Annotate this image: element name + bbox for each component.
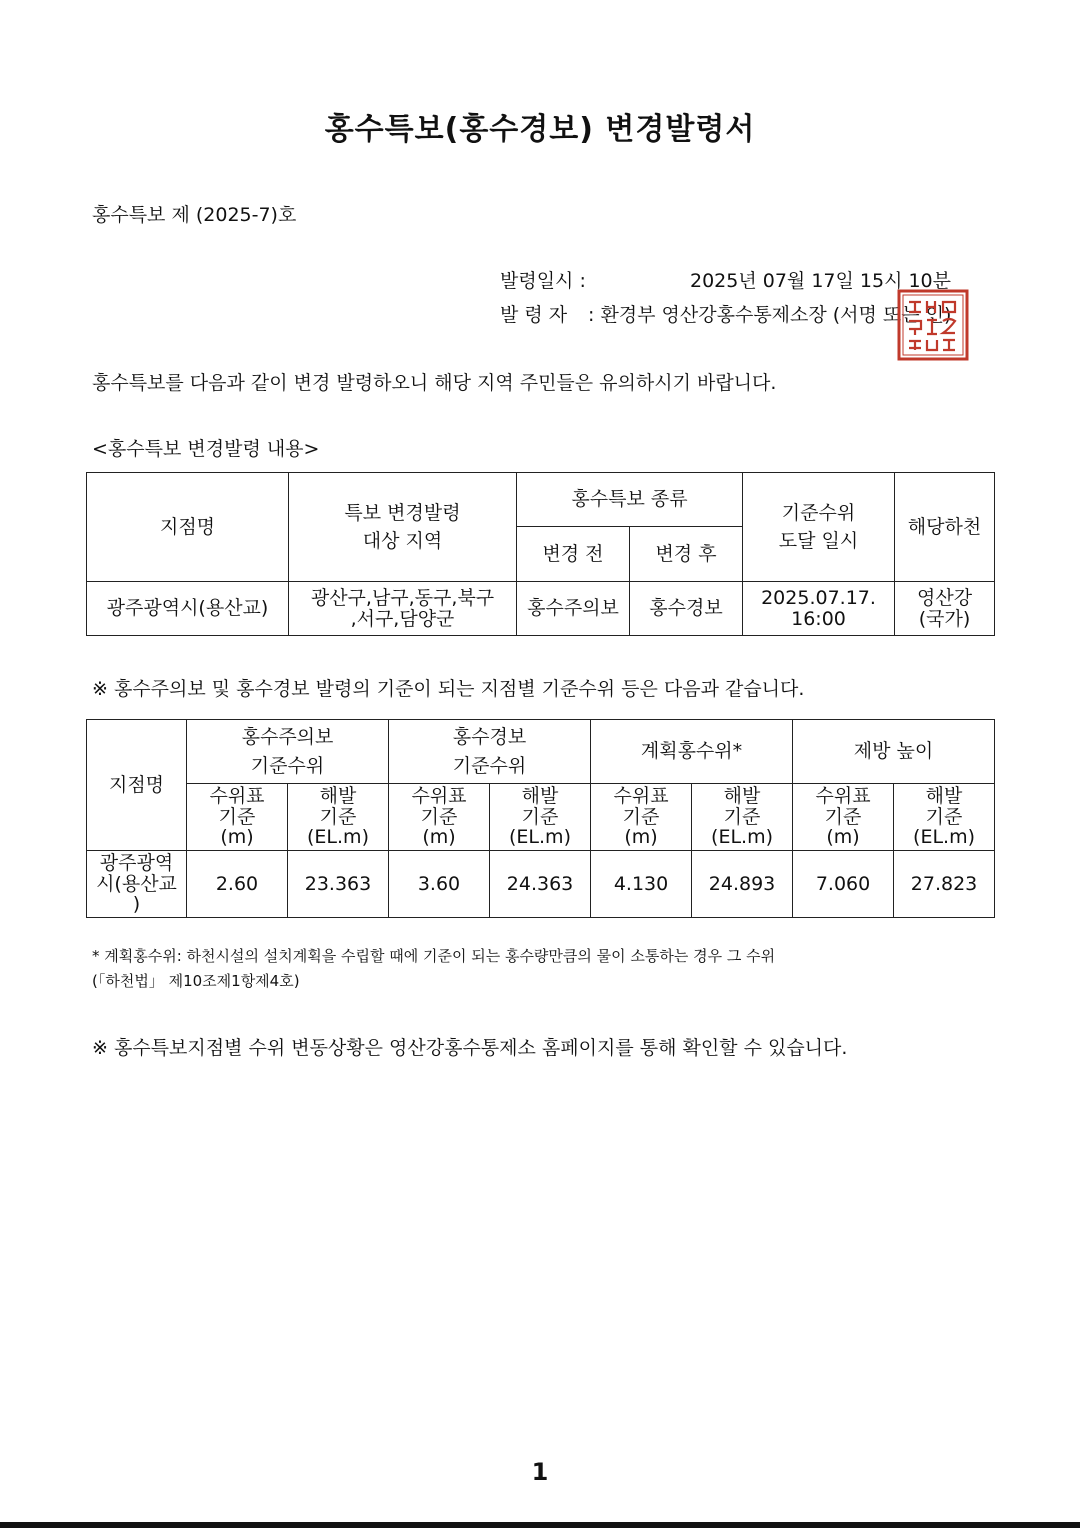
homepage-note: ※ 홍수특보지점별 수위 변동상황은 영산강홍수통제소 홈페이지를 통해 확인할 수 있습니다. — [92, 1037, 848, 1059]
intro-text: 홍수특보를 다음과 같이 변경 발령하오니 해당 지역 주민들은 유의하시기 바랍니다. — [92, 372, 777, 394]
official-seal-icon — [896, 288, 970, 362]
page-number: 1 — [531, 1458, 549, 1486]
header-sea-ref: 해발 기준 (EL.m) — [288, 784, 389, 851]
cell-planned-sea: 24.893 — [692, 851, 793, 918]
table-row — [87, 582, 995, 636]
table-row — [87, 851, 995, 918]
cell-planned-gauge: 4.130 — [591, 851, 692, 918]
header-gauge-ref: 수위표 기준 (m) — [187, 784, 288, 851]
section-title: <홍수특보 변경발령 내용> — [92, 438, 320, 460]
issuer-label: 발 령 자 — [500, 304, 568, 326]
cell-station: 광주광역시(용산교) — [87, 582, 289, 636]
header-after: 변경 후 — [630, 527, 743, 582]
cell-advisory-sea: 23.363 — [288, 851, 389, 918]
issue-label: 발령일시 : — [500, 270, 586, 292]
cell-levee-gauge: 7.060 — [793, 851, 894, 918]
cell-warning-gauge: 3.60 — [389, 851, 490, 918]
issue-datetime: 2025년 07월 17일 15시 10분 — [690, 270, 951, 292]
header-sea-ref: 해발 기준 (EL.m) — [894, 784, 995, 851]
cell-levee-sea: 27.823 — [894, 851, 995, 918]
header-gauge-ref: 수위표 기준 (m) — [389, 784, 490, 851]
criteria-table — [86, 719, 995, 918]
header-sea-ref: 해발 기준 (EL.m) — [490, 784, 591, 851]
header-advisory-level: 홍수주의보 기준수위 — [187, 720, 389, 784]
header-gauge-ref: 수위표 기준 (m) — [793, 784, 894, 851]
cell-target-area: 광산구,남구,동구,북구 ,서구,담양군 — [289, 582, 517, 636]
header-reach-time: 기준수위 도달 일시 — [743, 473, 895, 582]
criteria-note: ※ 홍수주의보 및 홍수경보 발령의 기준이 되는 지점별 기준수위 등은 다음과 같습니다. — [92, 678, 805, 700]
header-sea-ref: 해발 기준 (EL.m) — [692, 784, 793, 851]
cell-river: 영산강 (국가) — [895, 582, 995, 636]
header-levee-height: 제방 높이 — [793, 720, 995, 784]
header-river: 해당하천 — [895, 473, 995, 582]
header-warning-level: 홍수경보 기준수위 — [389, 720, 591, 784]
header-station: 지점명 — [87, 720, 187, 851]
footnote-law-reference: (「하천법」 제10조제1항제4호) — [92, 972, 300, 990]
header-before: 변경 전 — [517, 527, 630, 582]
document-title: 홍수특보(홍수경보) 변경발령서 — [324, 112, 756, 147]
header-station: 지점명 — [87, 473, 289, 582]
bottom-divider — [0, 1522, 1080, 1528]
bulletin-number: 홍수특보 제 (2025-7)호 — [92, 204, 297, 226]
warning-change-table — [86, 472, 995, 636]
footnote-definition: * 계획홍수위: 하천시설의 설치계획을 수립할 때에 기준이 되는 홍수량만큼의 물이 소통하는 경우 그 수위 — [92, 947, 776, 965]
cell-warning-sea: 24.363 — [490, 851, 591, 918]
header-planned-flood-level: 계획홍수위* — [591, 720, 793, 784]
header-target-area: 특보 변경발령 대상 지역 — [289, 473, 517, 582]
cell-before: 홍수주의보 — [517, 582, 630, 636]
header-gauge-ref: 수위표 기준 (m) — [591, 784, 692, 851]
cell-reach-time: 2025.07.17. 16:00 — [743, 582, 895, 636]
issuer-value: : 환경부 영산강홍수통제소장 (서명 또는 인) — [588, 304, 952, 326]
header-warning-type: 홍수특보 종류 — [517, 473, 743, 527]
cell-advisory-gauge: 2.60 — [187, 851, 288, 918]
cell-after: 홍수경보 — [630, 582, 743, 636]
cell-station: 광주광역 시(용산교 ) — [87, 851, 187, 918]
